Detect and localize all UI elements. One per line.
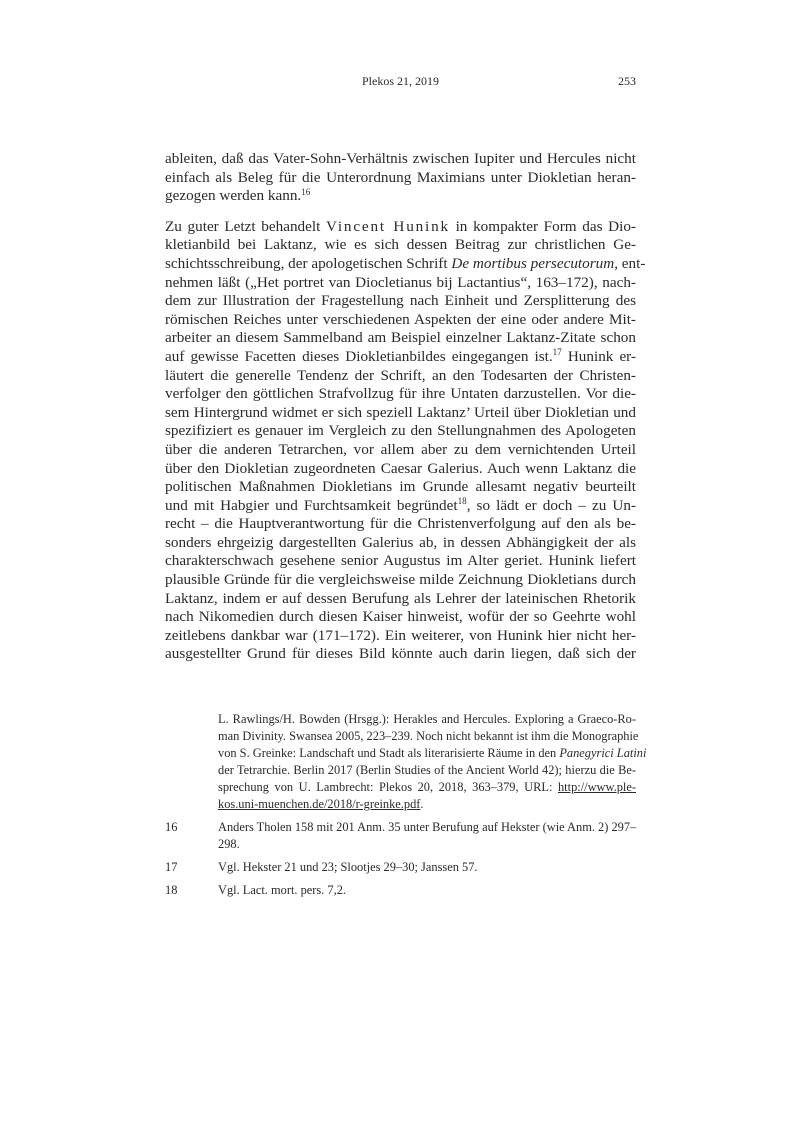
text: über den Diokletian zugeordneten Caesar Galerius. Auch wenn Laktanz die (165, 459, 636, 477)
text: von S. Greinke: Landschaft und Stadt als literarisierte Räume in den (218, 746, 560, 760)
text-line (165, 645, 636, 664)
text-line (165, 236, 636, 255)
text-line (165, 534, 636, 553)
text: L. Rawlings/H. Bowden (Hrsgg.): Herakles and Hercules. Exploring a Graeco-Ro- (218, 712, 636, 726)
footnote-number: 18 (165, 883, 178, 897)
text: der Tetrarchie. Berlin 2017 (Berlin Studies of the Ancient World 42); hierzu die Be- (218, 763, 636, 777)
text-line (218, 836, 636, 853)
text-line (165, 590, 636, 609)
text: sonders ehrgeizig dargestellten Galerius ab, in dessen Abhängigkeit der als (165, 533, 636, 551)
text: gezogen werden kann. (165, 187, 302, 205)
footnotes (165, 711, 647, 905)
text: in kompakter Form das Dio- (449, 217, 637, 235)
text: nehmen läßt („Het portret van Diocletianus bij Lactantius“, 163–172), nach- (165, 273, 636, 291)
text-line (165, 478, 636, 497)
text: Laktanz, indem er auf dessen Berufung als Lehrer der lateinischen Rhetorik (165, 589, 636, 607)
text-line (165, 552, 636, 571)
page-number: 253 (618, 74, 636, 88)
text: Zu guter Letzt behandelt (165, 217, 326, 235)
footnote (165, 819, 636, 853)
text: auf gewisse Facetten dieses Diokletianbildes eingegangen ist. (165, 347, 553, 365)
footnote-reference[interactable]: 16 (301, 186, 311, 197)
text-line (218, 819, 636, 836)
text: politischen Maßnahmen Diokletians im Grunde allesamt negativ beurteilt (165, 478, 636, 496)
text-line (165, 311, 636, 330)
text: charakterschwach gesehene senior Augustus im Alter geriet. Hunink liefert (165, 552, 636, 570)
text: arbeiter an diesem Sammelband am Beispiel einzelner Laktanz-Zitate schon (165, 329, 636, 347)
text-line (165, 150, 636, 169)
text-line (218, 762, 636, 779)
italic-title: Panegyrici Latini (559, 746, 647, 760)
text-line (218, 745, 647, 762)
url-link[interactable]: http://www.ple- (557, 780, 636, 794)
text-line (165, 608, 636, 627)
text-line (218, 882, 636, 899)
text: Vgl. Hekster 21 und 23; Slootjes 29–30; Janssen 57. (218, 860, 478, 874)
author-name: Vincent Hunink (325, 217, 450, 235)
text: recht – die Hauptverantwortung für die Christenverfolgung auf den als be- (165, 515, 636, 533)
text-line (165, 169, 636, 188)
text: und mit Habgier und Furchtsamkeit begründet (165, 496, 458, 514)
text-line (165, 254, 646, 274)
text: Anders Tholen 158 mit 201 Anm. 35 unter Berufung auf Hekster (wie Anm. 2) 297– (218, 820, 637, 834)
text: schichtsschreibung, der apologetischen Schrift (165, 254, 452, 272)
text-line (165, 404, 636, 423)
text-line (218, 728, 639, 745)
footnote (165, 859, 636, 876)
text-line (165, 187, 636, 206)
text-line (165, 497, 636, 516)
text: sem Hintergrund widmet er sich speziell Laktanz’ Urteil über Diokletian und (165, 403, 636, 421)
text: römischen Reiches unter verschiedenen Aspekten der eine oder andere Mit- (165, 310, 636, 328)
text: plausible Gründe für die vergleichsweise milde Zeichnung Diokletians durch (165, 571, 636, 589)
text: verfolger den göttlichen Strafvollzug für ihre Untaten darzustellen. Vor die- (165, 385, 636, 403)
text: zeitlebens dankbar war (171–172). Ein weiterer, von Hunink hier nicht her- (165, 626, 636, 644)
footnote-reference[interactable]: 18 (457, 496, 467, 507)
text: läutert die generelle Tendenz der Schrift, an den Todesarten der Christen- (165, 366, 636, 384)
text-line (165, 348, 636, 367)
text: ausgestellter Grund für dieses Bild könnte auch darin liegen, daß sich der (165, 645, 636, 663)
running-header (165, 74, 636, 90)
italic-title: De mortibus persecutorum (451, 254, 615, 272)
text: . (420, 797, 424, 811)
text-line (218, 779, 636, 796)
journal-title: Plekos 21, 2019 (361, 74, 439, 88)
footnote-number: 17 (165, 860, 178, 874)
text: , so lädt er doch – zu Un- (466, 496, 636, 514)
footnote-reference[interactable]: 17 (552, 347, 562, 358)
text-line (165, 422, 636, 441)
text: kletianbild bei Laktanz, wie es sich dessen Beitrag zur christlichen Ge- (165, 236, 636, 254)
text: nach Nikomedien durch diesen Kaiser hinweist, wofür der so Geehrte wohl (165, 608, 636, 626)
text-line (218, 796, 636, 813)
main-text (165, 150, 646, 676)
text-line (165, 367, 636, 386)
text-line (165, 460, 636, 479)
text-line (165, 627, 636, 646)
text: Hunink er- (561, 347, 636, 365)
text: spezifiziert es genauer im Vergleich zu den Stellungnahmen des Apologeten (165, 422, 636, 440)
footnote-number: 16 (165, 820, 178, 834)
text: über die anderen Tetrarchen, vor allem aber zu dem vernichtenden Urteil (165, 440, 636, 458)
text: ableiten, daß das Vater-Sohn-Verhältnis zwischen Iupiter und Hercules nicht (165, 150, 636, 167)
text: sprechung von U. Lambrecht: Plekos 20, 2018, 363–379, URL: (218, 780, 558, 794)
text-line (165, 292, 636, 311)
footnote (165, 882, 636, 899)
url-link[interactable]: kos.uni-muenchen.de/2018/r-greinke.pdf (218, 797, 421, 811)
paragraph (165, 150, 636, 206)
text: Vgl. Lact. mort. pers. 7,2. (218, 883, 347, 897)
text-line (165, 218, 636, 237)
text: man Divinity. Swansea 2005, 223–239. Noch nicht bekannt ist ihm die Monographie (218, 729, 639, 743)
text-line (165, 385, 636, 404)
text: , ent- (614, 254, 646, 272)
footnote (165, 711, 647, 813)
text-line (218, 859, 636, 876)
text-line (165, 441, 636, 460)
text: dem zur Illustration der Fragestellung nach Einheit und Zersplitterung des (165, 292, 636, 310)
text: 298. (218, 837, 240, 851)
text: einfach als Beleg für die Unterordnung Maximians unter Diokletian heran- (165, 168, 636, 186)
text-line (165, 329, 636, 348)
paragraph (165, 217, 646, 664)
text-line (165, 274, 636, 293)
text-line (165, 515, 636, 534)
text-line (165, 571, 636, 590)
text-line (218, 711, 636, 728)
